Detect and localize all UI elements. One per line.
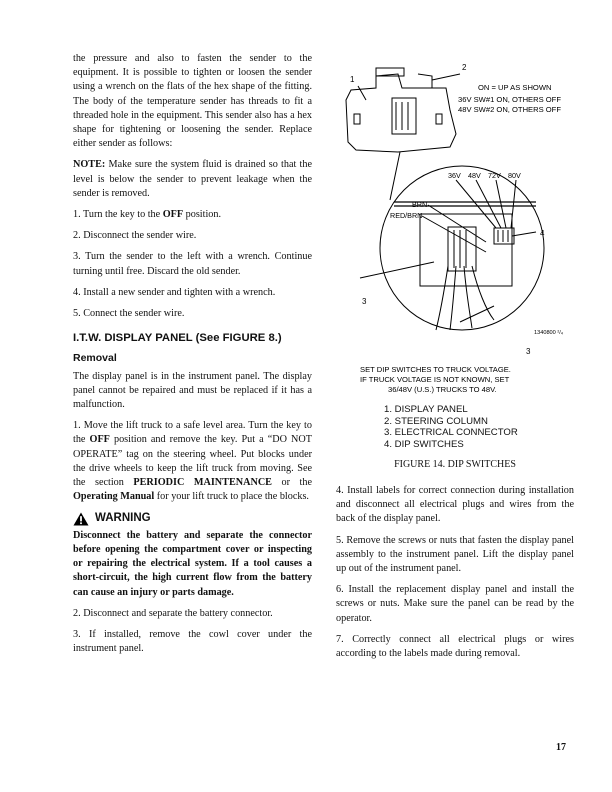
legend-item: 4. DIP SWITCHES (384, 438, 464, 450)
note-text: Make sure the system fluid is drained so that the level is below the sender to prevent leakage when the sender is removed. (73, 159, 312, 199)
leader-2 (432, 74, 460, 80)
step-1 (73, 208, 312, 222)
leader-36v (456, 180, 496, 228)
removal-step-3: 3. If installed, remove the cowl cover under the instrument panel. (73, 628, 312, 655)
leader-zoom (390, 152, 400, 200)
removal-paragraph: The display panel is in the instrument panel. The display panel cannot be repaired and must be replaced if it has a malfunction. (73, 370, 312, 411)
steering-column-shape (418, 74, 432, 88)
install-step-4: 4. Install labels for correct connection during installation and disconnect all electrical plugs and wires from the back of the display panel. (336, 485, 574, 525)
leader-1 (358, 86, 366, 100)
legend-item: 3. ELECTRICAL CONNECTOR (384, 427, 518, 439)
leader-3a (360, 262, 434, 278)
legend-item: 2. STEERING COLUMN (384, 415, 488, 427)
callout-4: 4 (540, 229, 545, 238)
volt-80: 80V (508, 171, 521, 180)
install-step-7: 7. Correctly connect all electrical plugs or wires according to the labels made during removal. (336, 633, 574, 660)
leader-3b (460, 306, 494, 322)
removal-step-1-d: for your lift truck to place the blocks. (154, 491, 309, 503)
dip-switch-block (494, 228, 514, 244)
step-5: 5. Connect the sender wire. (73, 308, 185, 320)
connector-pins (454, 230, 466, 268)
warning-text: Disconnect the battery and separate the connector before opening the compartment cover or inspecting or repairing the electrical system. If a tool causes a short-circuit, the high current flow from the battery can cause an injury or parts damage. (73, 529, 312, 598)
instruction-line-2: IF TRUCK VOLTAGE IS NOT KNOWN, SET (360, 375, 510, 384)
leader-brn (428, 205, 486, 242)
warning-title: WARNING (95, 512, 151, 525)
intro-paragraph: the pressure and also to fasten the sender to the equipment. It is possible to tighten or loosen the sender using a wrench on the flats of the hex shape of the fitting. The body of the temperature sender has threads to fit a threaded hole in the equipment. This sender also has a hex shape for tightening or loosening the sender. Replace either sender as follows: (73, 53, 312, 150)
note-paragraph (73, 158, 312, 201)
leader-80v (511, 180, 516, 228)
step-2: 2. Disconnect the sender wire. (73, 230, 197, 242)
part-number: 1340800 ²/₄ (534, 330, 564, 336)
install-step-5: 5. Remove the screws or nuts that fasten the display panel assembly to the instrument panel. Lift the display panel up out of the instrument panel. (336, 534, 574, 575)
instruction-line-3: 36/48V (U.S.) TRUCKS TO 48V. (388, 385, 497, 394)
dip-switch-levers (498, 230, 508, 242)
removal-step-1 (73, 419, 312, 504)
electrical-connector (448, 227, 476, 271)
volt-36: 36V (448, 171, 461, 180)
removal-step-1-a: 1. Move the lift truck to a safe level area. Turn the key to the (73, 420, 312, 446)
legend-item: 1. DISPLAY PANEL (384, 404, 468, 415)
on-label: ON = UP AS SHOWN (478, 83, 552, 92)
instruction-line-1: SET DIP SWITCHES TO TRUCK VOLTAGE. (360, 365, 511, 374)
removal-step-1-off: OFF (89, 434, 110, 446)
removal-step-1-om: Operating Manual (73, 491, 155, 503)
step-1-suffix: position. (183, 209, 222, 221)
detail-circle (380, 166, 544, 330)
removal-step-2: 2. Disconnect and separate the battery connector. (73, 607, 273, 619)
volt-72: 72V (488, 171, 501, 180)
dip-switch-illustration (336, 52, 578, 404)
install-step-6: 6. Install the replacement display panel and install the screws or nuts. Make sure the panel can be read by the operator. (336, 584, 574, 624)
step-1-off: OFF (162, 209, 184, 221)
figure-caption: FIGURE 14. DIP SWITCHES (394, 459, 516, 470)
wire-red-brn-label: RED/BRN (390, 211, 423, 220)
section-title: I.T.W. DISPLAY PANEL (See FIGURE 8.) (73, 332, 282, 345)
warning-icon (73, 512, 89, 526)
removal-step-1-pm: PERIODIC MAINTENANCE (133, 477, 272, 489)
right-column (336, 484, 574, 668)
callout-3b: 3 (526, 347, 531, 356)
callout-3a: 3 (362, 297, 367, 306)
sw2-label: 48V SW#2 ON, OTHERS OFF (458, 105, 561, 114)
note-label: NOTE: (73, 159, 106, 171)
callout-2: 2 (462, 63, 467, 72)
warning-heading (73, 511, 312, 525)
step-1-text: 1. Turn the key to the (73, 209, 163, 221)
step-3: 3. Turn the sender to the left with a wrench. Continue turning until free. Discard the old sender. (73, 251, 312, 277)
panel-tabs (354, 114, 442, 124)
callout-1: 1 (350, 75, 355, 84)
removal-step-1-c: or the (271, 477, 312, 489)
wire-harness (436, 266, 494, 330)
removal-step-1-b: position and remove the key. Put a “DO NOT OPERATE” tag on the steering wheel. Put blocks under the drive wheels to keep the lift truck from moving. See the section (73, 434, 312, 489)
wire-brn-label: BRN (412, 200, 428, 209)
leader-4 (512, 232, 536, 236)
step-4: 4. Install a new sender and tighten with a wrench. (73, 286, 276, 298)
figure-legend (384, 404, 518, 450)
connector-top-pins (396, 102, 408, 130)
left-column (73, 52, 312, 663)
display-panel-shape (346, 74, 456, 152)
sw1-label: 36V SW#1 ON, OTHERS OFF (458, 95, 561, 104)
removal-title: Removal (73, 352, 117, 365)
volt-48: 48V (468, 171, 481, 180)
page-number: 17 (556, 742, 566, 753)
